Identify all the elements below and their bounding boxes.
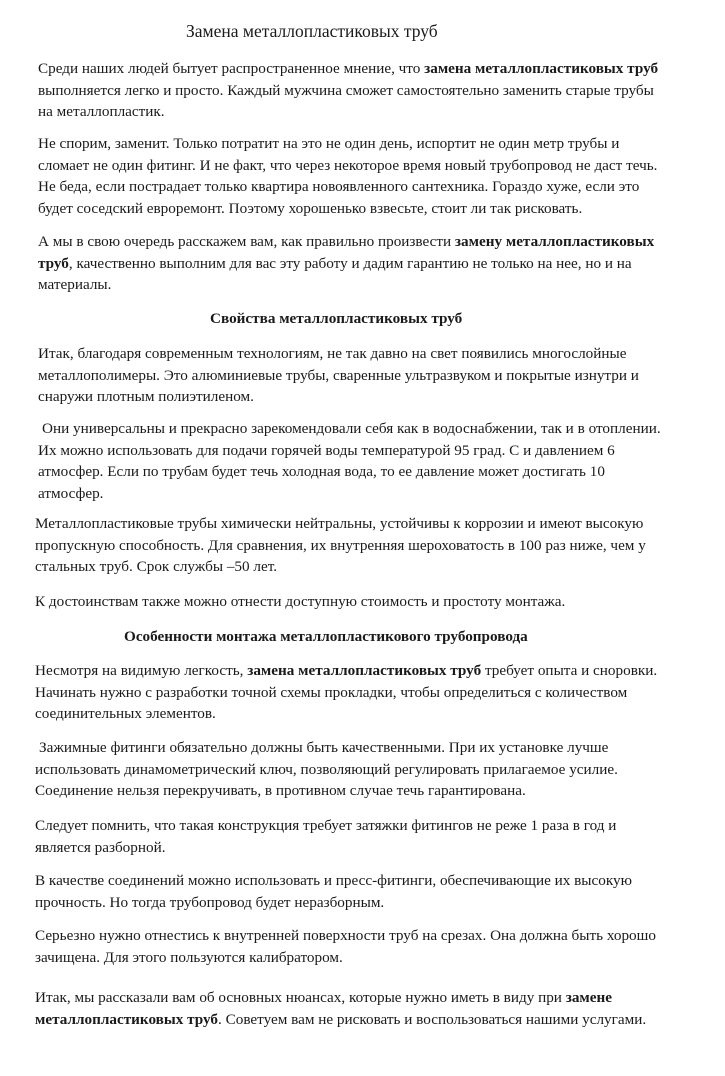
paragraph-advantages bbox=[35, 591, 565, 613]
paragraph-offer bbox=[38, 231, 654, 296]
text-line: Соединение нельзя перекручивать, в противном случае течь гарантирована. bbox=[35, 782, 526, 799]
paragraph-technology bbox=[38, 343, 639, 408]
text-line: Серьезно нужно отнестись к внутренней поверхности труб на срезах. Она должна быть хорошо bbox=[35, 927, 656, 944]
text-line: атмосфер. Если по трубам будет течь холодная вода, то ее давление может достигать 10 bbox=[38, 463, 605, 480]
text-line: В качестве соединений можно использовать и пресс-фитинги, обеспечивающие их высокую bbox=[35, 872, 632, 889]
paragraph-maintenance bbox=[35, 815, 616, 858]
paragraph-conclusion bbox=[35, 987, 646, 1030]
text-line: Не беда, если пострадает только квартира новоявленного сантехника. Гораздо хуже, если это bbox=[38, 178, 640, 195]
paragraph-universal bbox=[38, 418, 661, 504]
text-line: Они универсальны и прекрасно зарекомендовали себя как в водоснабжении, так и в отоплении. bbox=[42, 420, 661, 437]
text-line: Итак, мы рассказали вам об основных нюансах, которые нужно иметь в виду при замене bbox=[35, 989, 613, 1006]
text-line: Следует помнить, что такая конструкция требует затяжки фитингов не реже 1 раза в год и bbox=[35, 817, 617, 834]
text-line: материалы. bbox=[38, 276, 112, 293]
text-line: использовать динамометрический ключ, позволяющий регулировать прилагаемое усилие. bbox=[35, 760, 618, 778]
paragraph-warning bbox=[38, 133, 657, 219]
paragraph-difficulty bbox=[35, 660, 657, 725]
text-line: металлопластиковых труб. Советуем вам не рисковать и воспользоваться нашими услугами. bbox=[35, 1010, 647, 1028]
text-line: на металлопластик. bbox=[38, 103, 165, 120]
keyword-highlight: металлопластиковых труб bbox=[35, 1010, 219, 1028]
keyword-highlight: замена металлопластиковых труб bbox=[247, 662, 482, 679]
text-line: Не спорим, заменит. Только потратит на это не один день, испортит не один метр трубы и bbox=[38, 135, 620, 152]
paragraph-press-fittings bbox=[35, 870, 632, 913]
text-line: снаружи плотным полиэтиленом. bbox=[38, 388, 254, 405]
text-line: металлополимеры. Это алюминиевые трубы, сваренные ультразвуком и покрытые изнутри и bbox=[38, 366, 639, 384]
document-title: Замена металлопластиковых труб bbox=[186, 21, 438, 41]
text-line: Несмотря на видимую легкость, замена металлопластиковых труб требует опыта и сноровки. bbox=[35, 662, 658, 679]
section-heading-installation: Особенности монтажа металлопластикового трубопровода bbox=[124, 628, 528, 645]
text-line: выполняется легко и просто. Каждый мужчина сможет самостоятельно заменить старые трубы bbox=[38, 81, 654, 99]
text-line: Их можно использовать для подачи горячей воды температурой 95 град. С и давлением 6 bbox=[38, 441, 615, 459]
text-line: Начинать нужно с разработки точной схемы прокладки, чтобы определиться с количеством bbox=[35, 683, 628, 701]
paragraph-neutral bbox=[35, 513, 646, 578]
text-line: сломает не один фитинг. И не факт, что через некоторое время новый трубопровод не даст течь. bbox=[38, 156, 658, 174]
paragraph-fittings bbox=[35, 737, 618, 802]
text-line: стальных труб. Срок службы –50 лет. bbox=[35, 558, 278, 575]
text-line: будет соседский евроремонт. Поэтому хорошенько взвесьте, стоит ли так рисковать. bbox=[38, 199, 583, 217]
paragraph-cuts bbox=[35, 925, 656, 968]
text-line: Зажимные фитинги обязательно должны быть качественными. При их установке лучше bbox=[39, 739, 609, 756]
keyword-highlight: замене bbox=[565, 989, 613, 1006]
text-line: прочность. Но тогда трубопровод будет неразборным. bbox=[35, 893, 385, 911]
text-line: зачищена. Для этого пользуются калибратором. bbox=[35, 948, 343, 966]
text-line: Итак, благодаря современным технологиям, не так давно на свет появились многослойные bbox=[38, 345, 627, 362]
section-heading-properties: Свойства металлопластиковых труб bbox=[210, 310, 463, 327]
keyword-highlight: труб bbox=[38, 254, 69, 272]
keyword-highlight: замена металлопластиковых труб bbox=[424, 60, 659, 77]
text-line: Металлопластиковые трубы химически нейтральны, устойчивы к коррозии и имеют высокую bbox=[35, 515, 644, 532]
text-line: атмосфер. bbox=[38, 484, 104, 502]
paragraph-intro bbox=[38, 58, 658, 123]
text-line: К достоинствам также можно отнести доступную стоимость и простоту монтажа. bbox=[35, 593, 566, 610]
text-line: является разборной. bbox=[35, 838, 166, 856]
text-line: А мы в свою очередь расскажем вам, как правильно произвести замену металлопластиковых bbox=[38, 233, 655, 250]
text-line: пропускную способность. Для сравнения, их внутренняя шероховатость в 100 раз ниже, чем у bbox=[35, 536, 646, 554]
text-line: труб, качественно выполним для вас эту работу и дадим гарантию не только на нее, но и на bbox=[38, 254, 632, 272]
keyword-highlight: замену металлопластиковых bbox=[454, 233, 655, 250]
text-line: Среди наших людей бытует распространенное мнение, что замена металлопластиковых труб bbox=[38, 60, 659, 77]
text-line: соединительных элементов. bbox=[35, 705, 216, 722]
